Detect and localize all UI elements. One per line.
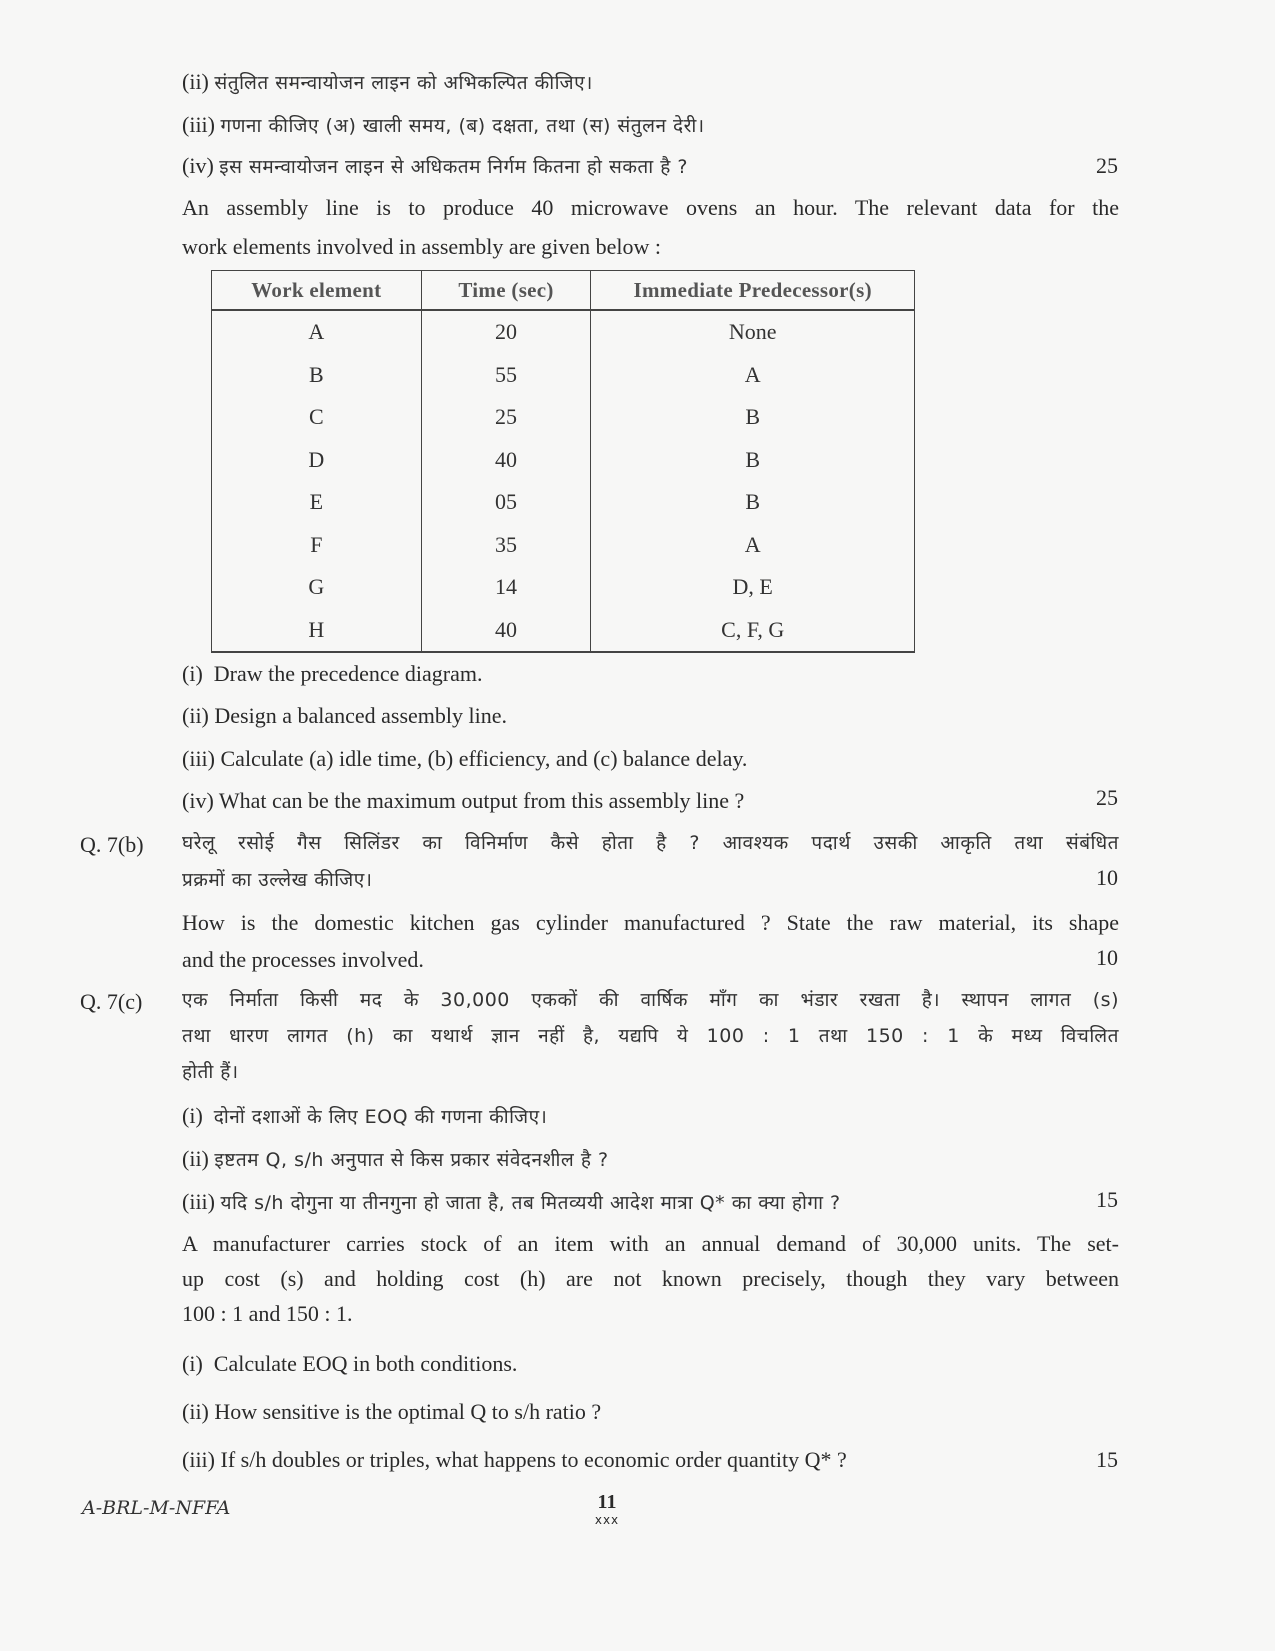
- q7c-hindi-line3: होती हैं।: [182, 1061, 239, 1083]
- q7a-hindi-item-ii: [182, 68, 593, 97]
- cell-predecessor: C, F, G: [591, 609, 915, 653]
- q7a-hindi-item-iii: [182, 111, 705, 140]
- cell-predecessor: A: [591, 354, 915, 397]
- q7a-item-iv: [182, 787, 744, 815]
- cell-element: H: [212, 609, 422, 653]
- cell-time: 35: [421, 524, 591, 567]
- q7c-english-line1: A manufacturer carries stock of an item with an annual demand of 30,000 units. The set-: [182, 1231, 1119, 1256]
- item-number: (i): [182, 661, 203, 686]
- item-text: इस समन्वायोजन लाइन से अधिकतम निर्गम कितना हो सकता है ?: [219, 156, 688, 178]
- item-text: गणना कीजिए (अ) खाली समय, (ब) दक्षता, तथा (स) संतुलन देरी।: [220, 115, 705, 137]
- item-text: How sensitive is the optimal Q to s/h ratio ?: [214, 1399, 602, 1424]
- cell-time: 20: [421, 310, 591, 354]
- cell-element: D: [212, 439, 422, 482]
- cell-element: C: [212, 396, 422, 439]
- q7b-english-line1: How is the domestic kitchen gas cylinder manufactured ? State the raw material, its shape: [182, 910, 1119, 935]
- cell-element: A: [212, 310, 422, 354]
- cell-time: 25: [421, 396, 591, 439]
- cell-predecessor: A: [591, 524, 915, 567]
- q7b-english-line2: and the processes involved.: [182, 947, 424, 972]
- cell-predecessor: None: [591, 310, 915, 354]
- column-header-time: Time (sec): [421, 271, 591, 311]
- q7c-item-ii: [182, 1398, 601, 1426]
- q7c-english-line3: 100 : 1 and 150 : 1.: [182, 1301, 353, 1326]
- q7c-hindi-item-ii: [182, 1145, 609, 1174]
- q7b-english-marks: 10: [1096, 945, 1118, 970]
- q7a-intro-line2: work elements involved in assembly are given below :: [182, 234, 661, 259]
- item-text: What can be the maximum output from this assembly line ?: [218, 788, 745, 813]
- cell-element: G: [212, 566, 422, 609]
- item-number: (iii): [182, 1189, 215, 1214]
- item-text: संतुलित समन्वायोजन लाइन को अभिकल्पित कीजिए।: [214, 72, 593, 94]
- cell-element: F: [212, 524, 422, 567]
- item-number: (ii): [182, 1399, 209, 1424]
- table-row: [212, 481, 915, 524]
- item-number: (iv): [182, 153, 214, 178]
- work-element-table: [211, 270, 915, 653]
- item-text: यदि s/h दोगुना या तीनगुना हो जाता है, तब मितव्ययी आदेश मात्रा Q* का क्या होगा ?: [220, 1192, 841, 1214]
- q7a-hindi-item-iv: [182, 152, 688, 181]
- cell-predecessor: D, E: [591, 566, 915, 609]
- table-row: [212, 354, 915, 397]
- cell-time: 05: [421, 481, 591, 524]
- table-header-row: [212, 271, 915, 311]
- page-number: 11: [597, 1491, 617, 1513]
- q7b-hindi-marks: 10: [1096, 865, 1118, 890]
- item-number: (iii): [182, 112, 215, 137]
- column-header-work-element: Work element: [212, 271, 422, 311]
- q7b-hindi-line1: घरेलू रसोई गैस सिलिंडर का विनिर्माण कैसे होता है ? आवश्यक पदार्थ उसकी आकृति तथा संबंधित: [182, 832, 1119, 854]
- table-row: [212, 566, 915, 609]
- q7c-english-line2: up cost (s) and holding cost (h) are not known precisely, though they vary between: [182, 1266, 1119, 1291]
- item-number: (iv): [182, 788, 214, 813]
- item-number: (iii): [182, 746, 215, 771]
- table-row: [212, 609, 915, 653]
- q7c-hindi-marks: 15: [1096, 1187, 1118, 1212]
- q7c-hindi-line1: एक निर्माता किसी मद के 30,000 एककों की वार्षिक माँग का भंडार रखता है। स्थापन लागत (s): [182, 989, 1119, 1011]
- q7a-marks: 25: [1096, 785, 1118, 810]
- table-row: [212, 310, 915, 354]
- q7c-item-i: [182, 1350, 517, 1378]
- table-row: [212, 524, 915, 567]
- item-text: इष्टतम Q, s/h अनुपात से किस प्रकार संवेदनशील है ?: [214, 1149, 609, 1171]
- q7a-item-i: [182, 660, 483, 688]
- q7c-hindi-line2: तथा धारण लागत (h) का यथार्थ ज्ञान नहीं है, यद्यपि ये 100 : 1 तथा 150 : 1 के मध्य विचलित: [182, 1025, 1119, 1047]
- cell-time: 55: [421, 354, 591, 397]
- cell-time: 40: [421, 609, 591, 653]
- cell-element: E: [212, 481, 422, 524]
- q7a-item-iii: [182, 745, 747, 773]
- q7c-item-iii: [182, 1446, 847, 1474]
- item-number: (ii): [182, 69, 209, 94]
- cell-time: 40: [421, 439, 591, 482]
- column-header-predecessors: Immediate Predecessor(s): [591, 271, 915, 311]
- paper-code: A-BRL-M-NFFA: [82, 1497, 231, 1519]
- q7c-label: Q. 7(c): [80, 989, 143, 1014]
- cell-predecessor: B: [591, 481, 915, 524]
- cell-predecessor: B: [591, 439, 915, 482]
- q7c-hindi-item-iii: [182, 1188, 841, 1217]
- page-number-sub: xxx: [594, 1513, 620, 1527]
- item-number: (i): [182, 1351, 203, 1376]
- item-number: (iii): [182, 1447, 215, 1472]
- item-number: (ii): [182, 703, 209, 728]
- item-number: (ii): [182, 1146, 209, 1171]
- q7c-hindi-item-i: [182, 1102, 547, 1131]
- q7b-label: Q. 7(b): [80, 832, 144, 857]
- cell-predecessor: B: [591, 396, 915, 439]
- cell-time: 14: [421, 566, 591, 609]
- item-text: Draw the precedence diagram.: [213, 661, 483, 686]
- item-text: Design a balanced assembly line.: [214, 703, 508, 728]
- q7a-item-ii: [182, 702, 507, 730]
- q7a-hindi-marks: 25: [1096, 153, 1118, 178]
- item-number: (i): [182, 1103, 203, 1128]
- table-row: [212, 439, 915, 482]
- item-text: दोनों दशाओं के लिए EOQ की गणना कीजिए।: [213, 1106, 548, 1128]
- item-text: If s/h doubles or triples, what happens to economic order quantity Q* ?: [220, 1447, 847, 1472]
- item-text: Calculate (a) idle time, (b) efficiency, and (c) balance delay.: [220, 746, 748, 771]
- cell-element: B: [212, 354, 422, 397]
- q7c-english-marks: 15: [1096, 1447, 1118, 1472]
- table-row: [212, 396, 915, 439]
- q7a-intro-line1: An assembly line is to produce 40 microwave ovens an hour. The relevant data for the: [182, 195, 1119, 220]
- item-text: Calculate EOQ in both conditions.: [213, 1351, 518, 1376]
- q7b-hindi-line2: प्रक्रमों का उल्लेख कीजिए।: [182, 869, 373, 891]
